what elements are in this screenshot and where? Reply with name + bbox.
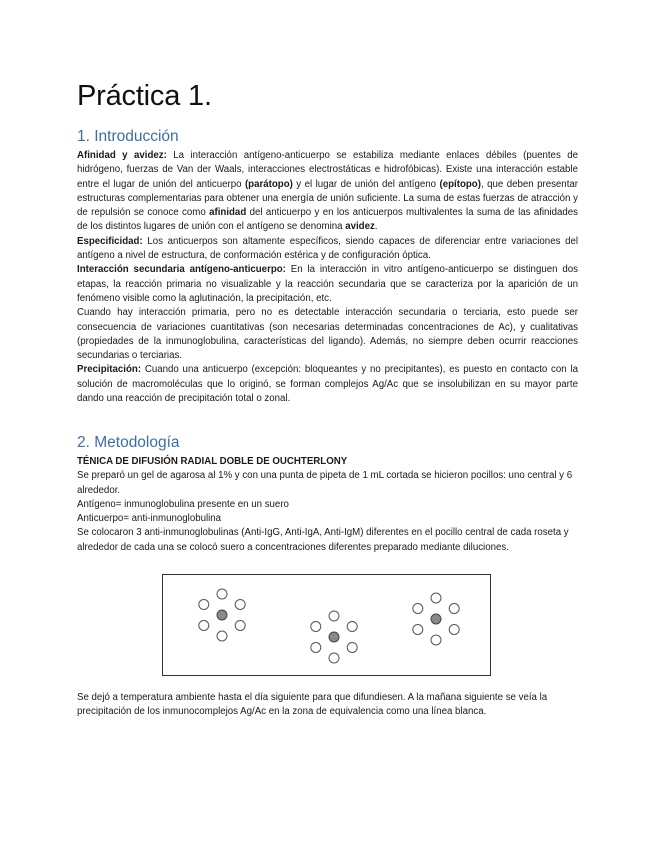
- paragraph-especificidad: Especificidad: Los anticuerpos son altamente específicos, siendo capaces de diferenciar entre variaciones del antígeno a nivel de estructura, de conformación estérica y de configuración óptica.: [77, 235, 578, 262]
- technique-title: TÉNICA DE DIFUSIÓN RADIAL DOBLE DE OUCHTERLONY: [77, 456, 348, 467]
- page-title: Práctica 1.: [77, 80, 212, 112]
- outer-well: [431, 593, 441, 603]
- paragraph-antigeno: Antígeno= inmunoglobulina presente en un suero: [77, 498, 289, 510]
- outer-well: [217, 631, 227, 641]
- paragraph-interaccion: Interacción secundaria antígeno-anticuerpo: En la interacción in vitro antígeno-anticuerpo se distinguen dos etapas, la reacción primaria no visualizable y la reacción secundaria que se caracteriza por la aparición de un fenómeno visible como la aglutinación, la precipitación, etc.: [77, 264, 578, 304]
- ouchterlony-diagram: [162, 574, 491, 676]
- metodologia-body-end: [77, 691, 578, 720]
- outer-well: [329, 653, 339, 663]
- metodologia-body: [77, 455, 578, 555]
- outer-well: [235, 621, 245, 631]
- paragraph-precipitacion: Precipitación: Cuando una anticuerpo (excepción: bloqueantes y no precipitantes), es puesto en contacto con la solución de macromoléculas que lo originó, se forman complejos Ag/Ac que se insolubilizan en su mayor parte dando una reacción de precipitación total o zonal.: [77, 364, 578, 405]
- outer-well: [199, 621, 209, 631]
- outer-well: [449, 604, 459, 614]
- term-label: Precipitación:: [77, 364, 142, 376]
- section-heading-metodologia: 2. Metodología: [77, 434, 180, 451]
- paragraph-colocaron: Se colocaron 3 anti-inmunoglobulinas (Anti-IgG, Anti-IgA, Anti-IgM) diferentes en el pocillo central de cada roseta y alrededor de cada una se colocó suero a concentraciones diferentes preparado mediante diluciones.: [77, 527, 569, 553]
- outer-well: [235, 600, 245, 610]
- center-well: [329, 632, 339, 642]
- term-label: Afinidad y avidez:: [77, 150, 167, 161]
- outer-well: [217, 589, 227, 599]
- paragraph-anticuerpo: Anticuerpo= anti-inmunoglobulina: [77, 513, 222, 525]
- outer-well: [431, 635, 441, 645]
- outer-well: [199, 600, 209, 610]
- wells-drawing: [163, 575, 490, 675]
- paragraph-gel: Se preparó un gel de agarosa al 1% y con una punta de pipeta de 1 mL cortada se hicieron pocillos: uno central y 6 alrededor.: [77, 470, 573, 496]
- section-heading-intro: 1. Introducción: [77, 128, 179, 145]
- center-well: [217, 610, 227, 620]
- outer-well: [413, 625, 423, 635]
- outer-well: [449, 625, 459, 635]
- paragraph-afinidad: Afinidad y avidez: La interacción antígeno-anticuerpo se estabiliza mediante enlaces débiles (puentes de hidrógeno, fuerzas de Van der Waals, interacciones electrostáticas e hidrofóbicas). Existe una interacción estable entre el lugar de unión del anticuerpo (parátopo) y el lugar de unión del antígeno (epítopo), que deben presentar estructuras complementarias para obtener una energía de unión suficiente. La suma de estas fuerzas de atracción y de repulsión se conoce como afinidad del anticuerpo y en los anticuerpos multivalentes la suma de las afinidades de los distintos lugares de unión con el antígeno se denomina avidez.: [77, 150, 579, 233]
- outer-well: [413, 604, 423, 614]
- outer-well: [347, 622, 357, 632]
- center-well: [431, 614, 441, 624]
- outer-well: [311, 622, 321, 632]
- term-label: Especificidad:: [77, 235, 143, 247]
- outer-well: [311, 643, 321, 653]
- outer-well: [329, 611, 339, 621]
- term-label: Interacción secundaria antígeno-anticuerpo:: [77, 264, 286, 276]
- paragraph-cuantitativas: Cuando hay interacción primaria, pero no es detectable interacción secundaria o terciaria, esto puede ser consecuencia de variaciones cuantitativas (son necesarias determinadas concentraciones de Ac), y cualitativas (propiedades de la inmunoglobulina, características del ligando). Además, no siempre deben ocurrir reacciones secundarias o terciarias.: [77, 307, 578, 362]
- outer-well: [347, 643, 357, 653]
- paragraph-resultado: Se dejó a temperatura ambiente hasta el día siguiente para que difundiesen. A la mañana siguiente se veía la precipitación de los inmunocomplejos Ag/Ac en la zona de equivalencia como una línea blanca.: [77, 692, 548, 718]
- intro-body: [77, 149, 578, 406]
